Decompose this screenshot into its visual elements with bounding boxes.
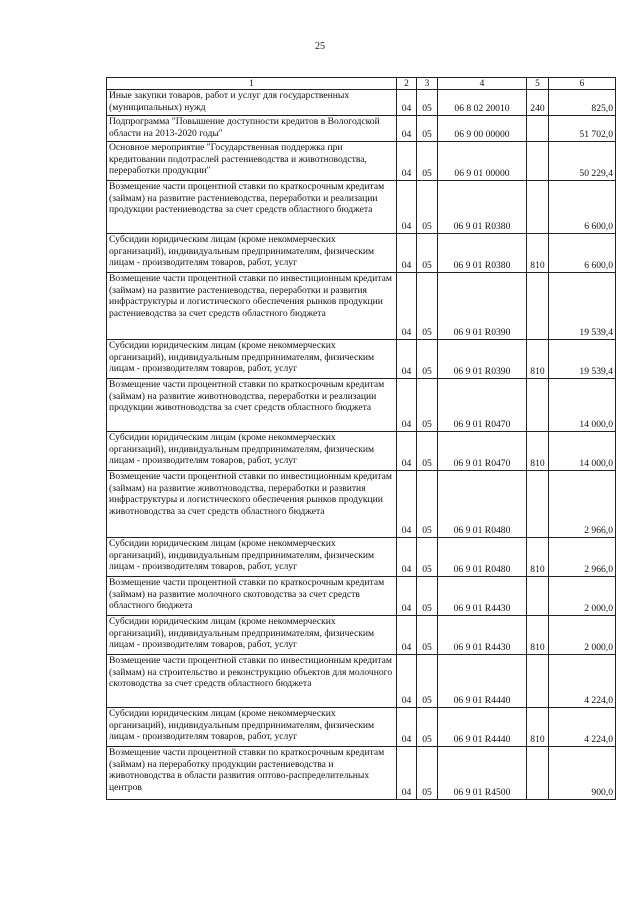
table-row <box>107 616 616 655</box>
row-expense-type-cell <box>527 577 549 616</box>
row-target-article-cell: 06 9 01 R4430 <box>438 577 527 616</box>
row-amount-cell: 19 539,4 <box>549 340 616 379</box>
header-cell: 6 <box>549 78 616 90</box>
row-subsection-cell: 05 <box>417 616 438 655</box>
row-target-article-cell: 06 9 01 R4440 <box>438 708 527 747</box>
budget-table <box>106 77 616 800</box>
row-section-cell: 04 <box>397 432 417 471</box>
row-subsection-cell: 05 <box>417 747 438 800</box>
row-name-cell: Возмещение части процентной ставки по краткосрочным кредитам (займам) на переработку продукции растениеводства и животноводства в области развития оптово-распределительных центров <box>107 747 397 800</box>
row-name-cell: Возмещение части процентной ставки по инвестиционным кредитам (займам) на строительство и реконструкцию объектов для молочного скотоводства за счет средств областного бюджета <box>107 655 397 708</box>
row-section-cell: 04 <box>397 116 417 142</box>
header-cell: 5 <box>527 78 549 90</box>
row-expense-type-cell: 810 <box>527 538 549 577</box>
row-target-article-cell: 06 9 01 R0470 <box>438 432 527 471</box>
row-name-cell: Основное мероприятие "Государственная поддержка при кредитовании подотраслей растениеводства и животноводства, переработки продукции" <box>107 142 397 181</box>
row-target-article-cell: 06 9 01 R0480 <box>438 471 527 538</box>
row-section-cell: 04 <box>397 340 417 379</box>
row-subsection-cell: 05 <box>417 538 438 577</box>
row-target-article-cell: 06 9 01 R4430 <box>438 616 527 655</box>
row-section-cell: 04 <box>397 273 417 340</box>
table-row <box>107 273 616 340</box>
row-section-cell: 04 <box>397 538 417 577</box>
row-name-cell: Субсидии юридическим лицам (кроме некоммерческих организаций), индивидуальным предпринимателям, физическим лицам - производителям товаров, работ, услуг <box>107 340 397 379</box>
row-subsection-cell: 05 <box>417 471 438 538</box>
row-amount-cell: 50 229,4 <box>549 142 616 181</box>
row-expense-type-cell <box>527 273 549 340</box>
row-expense-type-cell <box>527 181 549 234</box>
row-subsection-cell: 05 <box>417 116 438 142</box>
row-expense-type-cell: 810 <box>527 340 549 379</box>
row-subsection-cell: 05 <box>417 708 438 747</box>
table-row <box>107 379 616 432</box>
row-subsection-cell: 05 <box>417 234 438 273</box>
row-name-cell: Иные закупки товаров, работ и услуг для государственных (муниципальных) нужд <box>107 90 397 116</box>
row-target-article-cell: 06 9 01 R0390 <box>438 273 527 340</box>
row-amount-cell: 2 000,0 <box>549 616 616 655</box>
row-target-article-cell: 06 8 02 20010 <box>438 90 527 116</box>
row-target-article-cell: 06 9 01 R4440 <box>438 655 527 708</box>
row-name-cell: Возмещение части процентной ставки по инвестиционным кредитам (займам) на развитие животноводства, переработки и развития инфраструктуры и логистического обеспечения рынков продукции животноводства за счет средств областного бюджета <box>107 471 397 538</box>
row-target-article-cell: 06 9 01 R0480 <box>438 538 527 577</box>
row-target-article-cell: 06 9 01 R0380 <box>438 234 527 273</box>
row-expense-type-cell <box>527 747 549 800</box>
table-row <box>107 577 616 616</box>
table-row <box>107 142 616 181</box>
table-row <box>107 340 616 379</box>
row-target-article-cell: 06 9 00 00000 <box>438 116 527 142</box>
row-name-cell: Возмещение части процентной ставки по инвестиционным кредитам (займам) на развитие растениеводства, переработки и развития инфраструктуры и логистического обеспечения рынков продукции растениеводства за счет средств областного бюджета <box>107 273 397 340</box>
header-cell: 3 <box>417 78 438 90</box>
row-name-cell: Субсидии юридическим лицам (кроме некоммерческих организаций), индивидуальным предпринимателям, физическим лицам - производителям товаров, работ, услуг <box>107 234 397 273</box>
row-amount-cell: 51 702,0 <box>549 116 616 142</box>
row-amount-cell: 2 966,0 <box>549 538 616 577</box>
row-name-cell: Субсидии юридическим лицам (кроме некоммерческих организаций), индивидуальным предпринимателям, физическим лицам - производителям товаров, работ, услуг <box>107 538 397 577</box>
row-name-cell: Субсидии юридическим лицам (кроме некоммерческих организаций), индивидуальным предпринимателям, физическим лицам - производителям товаров, работ, услуг <box>107 432 397 471</box>
row-subsection-cell: 05 <box>417 181 438 234</box>
row-subsection-cell: 05 <box>417 90 438 116</box>
row-expense-type-cell <box>527 655 549 708</box>
row-expense-type-cell <box>527 116 549 142</box>
row-amount-cell: 825,0 <box>549 90 616 116</box>
row-amount-cell: 2 966,0 <box>549 471 616 538</box>
header-row <box>107 78 616 90</box>
row-subsection-cell: 05 <box>417 432 438 471</box>
row-section-cell: 04 <box>397 379 417 432</box>
row-target-article-cell: 06 9 01 R0390 <box>438 340 527 379</box>
table-row <box>107 116 616 142</box>
table-row <box>107 432 616 471</box>
row-subsection-cell: 05 <box>417 142 438 181</box>
row-expense-type-cell: 240 <box>527 90 549 116</box>
row-subsection-cell: 05 <box>417 340 438 379</box>
row-expense-type-cell <box>527 471 549 538</box>
row-name-cell: Подпрограмма "Повышение доступности кредитов в Вологодской области на 2013-2020 годы" <box>107 116 397 142</box>
row-amount-cell: 19 539,4 <box>549 273 616 340</box>
row-subsection-cell: 05 <box>417 655 438 708</box>
header-cell: 1 <box>107 78 397 90</box>
row-section-cell: 04 <box>397 181 417 234</box>
row-target-article-cell: 06 9 01 R0470 <box>438 379 527 432</box>
header-cell: 2 <box>397 78 417 90</box>
row-section-cell: 04 <box>397 471 417 538</box>
row-amount-cell: 14 000,0 <box>549 379 616 432</box>
table-row <box>107 234 616 273</box>
row-name-cell: Возмещение части процентной ставки по краткосрочным кредитам (займам) на развитие молочного скотоводства за счет средств областного бюджета <box>107 577 397 616</box>
row-subsection-cell: 05 <box>417 379 438 432</box>
table-row <box>107 90 616 116</box>
row-expense-type-cell: 810 <box>527 234 549 273</box>
row-amount-cell: 900,0 <box>549 747 616 800</box>
header-cell: 4 <box>438 78 527 90</box>
table-row <box>107 471 616 538</box>
row-name-cell: Субсидии юридическим лицам (кроме некоммерческих организаций), индивидуальным предпринимателям, физическим лицам - производителям товаров, работ, услуг <box>107 708 397 747</box>
row-amount-cell: 6 600,0 <box>549 234 616 273</box>
table-row <box>107 747 616 800</box>
row-section-cell: 04 <box>397 616 417 655</box>
row-target-article-cell: 06 9 01 R0380 <box>438 181 527 234</box>
row-expense-type-cell: 810 <box>527 616 549 655</box>
row-expense-type-cell <box>527 142 549 181</box>
row-amount-cell: 4 224,0 <box>549 708 616 747</box>
row-name-cell: Субсидии юридическим лицам (кроме некоммерческих организаций), индивидуальным предпринимателям, физическим лицам - производителям товаров, работ, услуг <box>107 616 397 655</box>
row-amount-cell: 14 000,0 <box>549 432 616 471</box>
row-section-cell: 04 <box>397 142 417 181</box>
row-amount-cell: 4 224,0 <box>549 655 616 708</box>
row-section-cell: 04 <box>397 708 417 747</box>
table-row <box>107 538 616 577</box>
row-expense-type-cell: 810 <box>527 708 549 747</box>
table-row <box>107 708 616 747</box>
row-subsection-cell: 05 <box>417 577 438 616</box>
row-name-cell: Возмещение части процентной ставки по краткосрочным кредитам (займам) на развитие растениеводства, переработки и реализации продукции растениеводства за счет средств областного бюджета <box>107 181 397 234</box>
row-amount-cell: 2 000,0 <box>549 577 616 616</box>
row-section-cell: 04 <box>397 747 417 800</box>
row-section-cell: 04 <box>397 577 417 616</box>
row-section-cell: 04 <box>397 655 417 708</box>
row-expense-type-cell: 810 <box>527 432 549 471</box>
row-target-article-cell: 06 9 01 R4500 <box>438 747 527 800</box>
page-number: 25 <box>315 41 325 52</box>
row-name-cell: Возмещение части процентной ставки по краткосрочным кредитам (займам) на развитие животноводства, переработки и реализации продукции животноводства за счет средств областного бюджета <box>107 379 397 432</box>
row-target-article-cell: 06 9 01 00000 <box>438 142 527 181</box>
row-amount-cell: 6 600,0 <box>549 181 616 234</box>
row-subsection-cell: 05 <box>417 273 438 340</box>
row-section-cell: 04 <box>397 234 417 273</box>
table-row <box>107 655 616 708</box>
row-section-cell: 04 <box>397 90 417 116</box>
table-row <box>107 181 616 234</box>
row-expense-type-cell <box>527 379 549 432</box>
